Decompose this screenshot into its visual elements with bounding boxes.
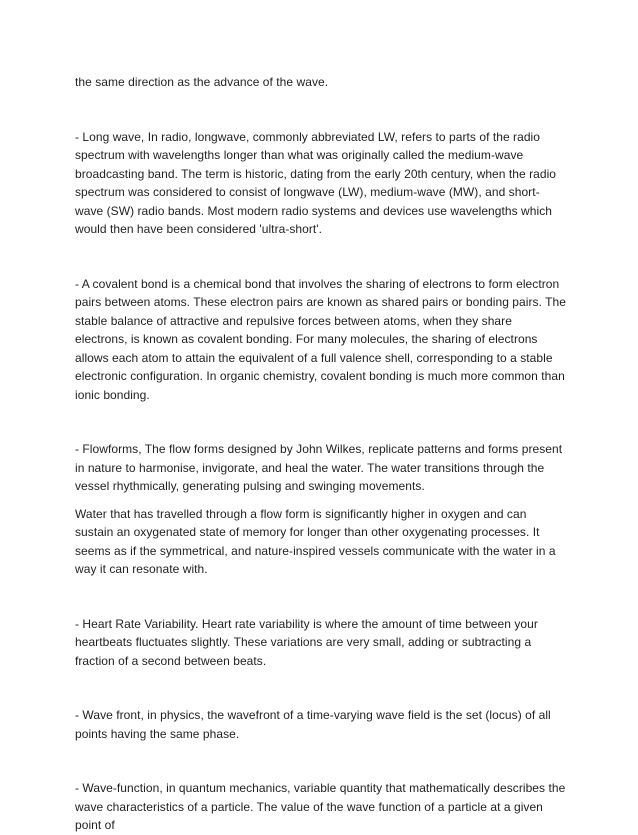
paragraph-flowforms: - Flowforms, The flow forms designed by John Wilkes, replicate patterns and forms present in nature to harmonise, invigorate, and heal the water. The water transitions through the vessel rhythmically, generating pulsing and swinging movements. xyxy=(75,442,563,493)
paragraph-long-wave: - Long wave, In radio, longwave, commonly abbreviated LW, refers to parts of the radio spectrum with wavelengths longer than what was originally called the medium-wave broadcasting band. The term is historic, dating from the early 20th century, when the radio spectrum was considered to consist of longwave (LW), medium-wave (MW), and short-wave (SW) radio bands. Most modern radio systems and devices use wavelengths which would then have been considered 'ultra-short'. xyxy=(75,129,557,236)
paragraph-heart-rate-variability: - Heart Rate Variability. Heart rate variability is where the amount of time between your heartbeats fluctuates slightly. These variations are very small, adding or subtracting a fraction of a second between beats. xyxy=(75,616,538,668)
paragraph-wave-front: - Wave front, in physics, the wavefront of a time-varying wave field is the set (locus) of all points having the same phase. xyxy=(75,708,551,741)
paragraph-flowforms-water: Water that has travelled through a flow form is significantly higher in oxygen and can sustain an oxygenated state of memory for longer than other oxygenating processes. It seems as if the symmetrical, and nature-inspired vessels communicate with the water in a way it can resonate with. xyxy=(75,506,556,576)
paragraph-wave-direction: the same direction as the advance of the wave. xyxy=(75,75,329,89)
document-page xyxy=(75,73,567,835)
paragraph-covalent-bond: - A covalent bond is a chemical bond that involves the sharing of electrons to form electron pairs between atoms. These electron pairs are known as shared pairs or bonding pairs. The stable balance of attractive and repulsive forces between atoms, when they share electrons, is known as covalent bonding. For many molecules, the sharing of electrons allows each atom to attain the equivalent of a full valence shell, corresponding to a stable electronic configuration. In organic chemistry, covalent bonding is much more common than ionic bonding. xyxy=(75,276,566,402)
paragraph-wave-function: - Wave-function, in quantum mechanics, variable quantity that mathematically describes the wave characteristics of a particle. The value of the wave function of a particle at a given point of xyxy=(75,781,566,832)
